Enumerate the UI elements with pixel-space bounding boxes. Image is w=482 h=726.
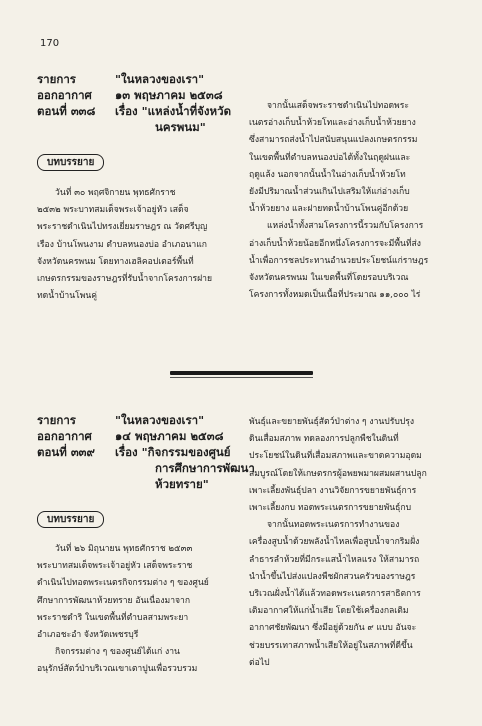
text-line: ประโยชน์ในดินที่เสื่อมสภาพและขาดความอุดม xyxy=(249,451,422,462)
program-label: รายการ xyxy=(37,72,76,86)
text-line: พันธุ์และขยายพันธุ์สัตว์ป่าต่าง ๆ งานปรับปรุง xyxy=(249,417,415,427)
program-value: "ในหลวงของเรา" xyxy=(115,72,205,86)
text-line: จากนั้นเสด็จพระราชดำเนินไปทอดพระ xyxy=(267,101,409,111)
text-line: เติมอากาศให้แก่น้ำเสีย โดยใช้เครื่องกลเติม xyxy=(249,606,409,617)
text-line: พระราชดำเนินไปทรงเยี่ยมราษฎร ณ วัดศรีบุญ xyxy=(37,222,208,233)
text-line: เรือง บ้านโพนงาม ตำบลหนองบ่อ อำเภอนาแก xyxy=(37,239,207,250)
text-line: ดำเนินไปทอดพระเนตรกิจกรรมต่าง ๆ ของศูนย์ xyxy=(37,578,209,589)
episode-title-cont: นครพนม" xyxy=(155,120,206,134)
text-line: ต่อไป xyxy=(249,657,270,668)
text-line: อนุรักษ์สัตว์ป่าบริเวณเขาเตาปูนเพื่อรวบรวม xyxy=(37,664,198,675)
text-line: ทดน้ำบ้านโพนคู่ xyxy=(37,291,98,302)
program-label: รายการ xyxy=(37,413,76,427)
text-line: บริเวณฝั่งน้ำได้แล้วทอดพระเนตรการสาธิตการ xyxy=(249,589,421,600)
airdate-label: ออกอากาศ xyxy=(37,429,92,443)
episode-title-cont: การศึกษาการพัฒนา xyxy=(155,461,255,475)
text-line: เกษตรกรรมของราษฎรที่รับน้ำจากโครงการฝาย xyxy=(37,274,213,285)
program-value: "ในหลวงของเรา" xyxy=(115,413,205,427)
text-line: เพาะเลี้ยงกบ ทอดพระเนตรการขยายพันธุ์กบ xyxy=(249,503,412,514)
text-line: ศึกษาการพัฒนาห้วยทราย อันเนื่องมาจาก xyxy=(37,595,191,606)
text-line: ฤดูแล้ง นอกจากนั้นน้ำในอ่างเก็บน้ำห้วยโท xyxy=(249,169,406,180)
text-line: เนตรอ่างเก็บน้ำห้วยโทและอ่างเก็บน้ำห้วยยาง xyxy=(249,118,416,129)
narration-tag: บทบรรยาย xyxy=(37,511,104,528)
page-number: 170 xyxy=(40,38,60,49)
episode-338-left-column xyxy=(37,185,237,305)
episode-339-right-column xyxy=(249,414,449,672)
episode-title: เรื่อง "แหล่งน้ำที่จังหวัด xyxy=(115,104,232,118)
text-line: อากาศชัยพัฒนา ซึ่งมีอยู่ด้วยกัน ๙ แบบ อันจะ xyxy=(249,623,417,634)
episode-label: ตอนที่ ๓๓๘ xyxy=(37,104,96,118)
text-line: พระบาทสมเด็จพระเจ้าอยู่หัว เสด็จพระราช xyxy=(37,561,193,572)
text-line: ๒๕๓๒ พระบาทสมเด็จพระเจ้าอยู่หัว เสด็จ xyxy=(37,205,189,216)
text-line: วันที่ ๓๐ พฤศจิกายน พุทธศักราช xyxy=(55,188,176,198)
text-line: ในเขตพื้นที่ตำบลหนองบ่อได้ทั้งในฤดูฝนและ xyxy=(249,152,411,163)
narration-tag: บทบรรยาย xyxy=(37,154,104,171)
text-line: เพาะเลี้ยงพันธุ์ปลา งานวิจัยการขยายพันธุ์การ xyxy=(249,485,417,496)
text-line: จังหวัดนครพนม โดยทางเฮลิคอปเตอร์พื้นที่ xyxy=(37,256,194,267)
text-line: ดินเสื่อมสภาพ ทดลองการปลูกพืชในดินที่ xyxy=(249,434,399,445)
airdate-value: ๑๔ พฤษภาคม ๒๕๓๘ xyxy=(115,429,224,443)
text-line: ช่วยบรรเทาสภาพน้ำเสียให้อยู่ในสภาพที่ดีขึ้น xyxy=(249,640,413,651)
text-line: กิจกรรมต่าง ๆ ของศูนย์ได้แก่ งาน xyxy=(55,647,180,658)
episode-339-left-column xyxy=(37,541,237,679)
episode-338-right-column xyxy=(249,98,449,304)
episode-title: เรื่อง "กิจกรรมของศูนย์ xyxy=(115,445,231,459)
text-line: โครงการทั้งหมดเป็นเนื้อที่ประมาณ ๑๑,๐๐๐ ไร่ xyxy=(249,290,421,301)
text-line: ยังมีปริมาณน้ำส่วนเกินไปเสริมให้แก่อ่างเก็บ xyxy=(249,187,410,198)
text-line: แหล่งน้ำทั้งสามโครงการนี้รวมกับโครงการ xyxy=(267,221,424,232)
airdate-value: ๑๓ พฤษภาคม ๒๕๓๘ xyxy=(115,88,223,102)
airdate-label: ออกอากาศ xyxy=(37,88,92,102)
text-line: จังหวัดนครพนม ในเขตพื้นที่โดยรอบบริเวณ xyxy=(249,273,409,284)
text-line: ลำธารลำห้วยที่มีกระแสน้ำไหลแรง ให้สามารถ xyxy=(249,554,420,565)
text-line: สมบูรณ์โดยให้เกษตรกรผู้อพยพมาผสมผสานปลูก xyxy=(249,468,427,479)
text-line: อำเภอชะอำ จังหวัดเพชรบุรี xyxy=(37,630,139,641)
text-line: จากนั้นทอดพระเนตรการทำงานของ xyxy=(267,520,400,531)
text-line: น้ำเพื่อการชลประทานอำนวยประโยชน์แก่ราษฎร xyxy=(249,255,429,266)
section-divider xyxy=(170,371,313,375)
text-line: วันที่ ๒๖ มิถุนายน พุทธศักราช ๒๕๓๓ xyxy=(55,544,193,554)
episode-title-cont: ห้วยทราย" xyxy=(155,477,209,491)
text-line: นำน้ำขึ้นไปส่งแปลงพืชผักสวนครัวของราษฎร xyxy=(249,571,416,582)
text-line: น้ำห้วยยาง และฝายทดน้ำบ้านโพนคู่อีกด้วย xyxy=(249,204,409,215)
text-line: ซึ่งสามารถส่งน้ำไปสนับสนุนแปลงเกษตรกรรม xyxy=(249,135,418,146)
text-line: อ่างเก็บน้ำห้วยน้อยอีกหนึ่งโครงการจะมีพื้นที่ส่ง xyxy=(249,238,421,249)
text-line: เครื่องสูบน้ำด้วยพลังน้ำไหลเพื่อสูบน้ำจากริมฝั่ง xyxy=(249,537,420,548)
text-line: พระราชดำริ ในเขตพื้นที่ตำบลสามพระยา xyxy=(37,612,189,623)
episode-label: ตอนที่ ๓๓๙ xyxy=(37,445,95,459)
